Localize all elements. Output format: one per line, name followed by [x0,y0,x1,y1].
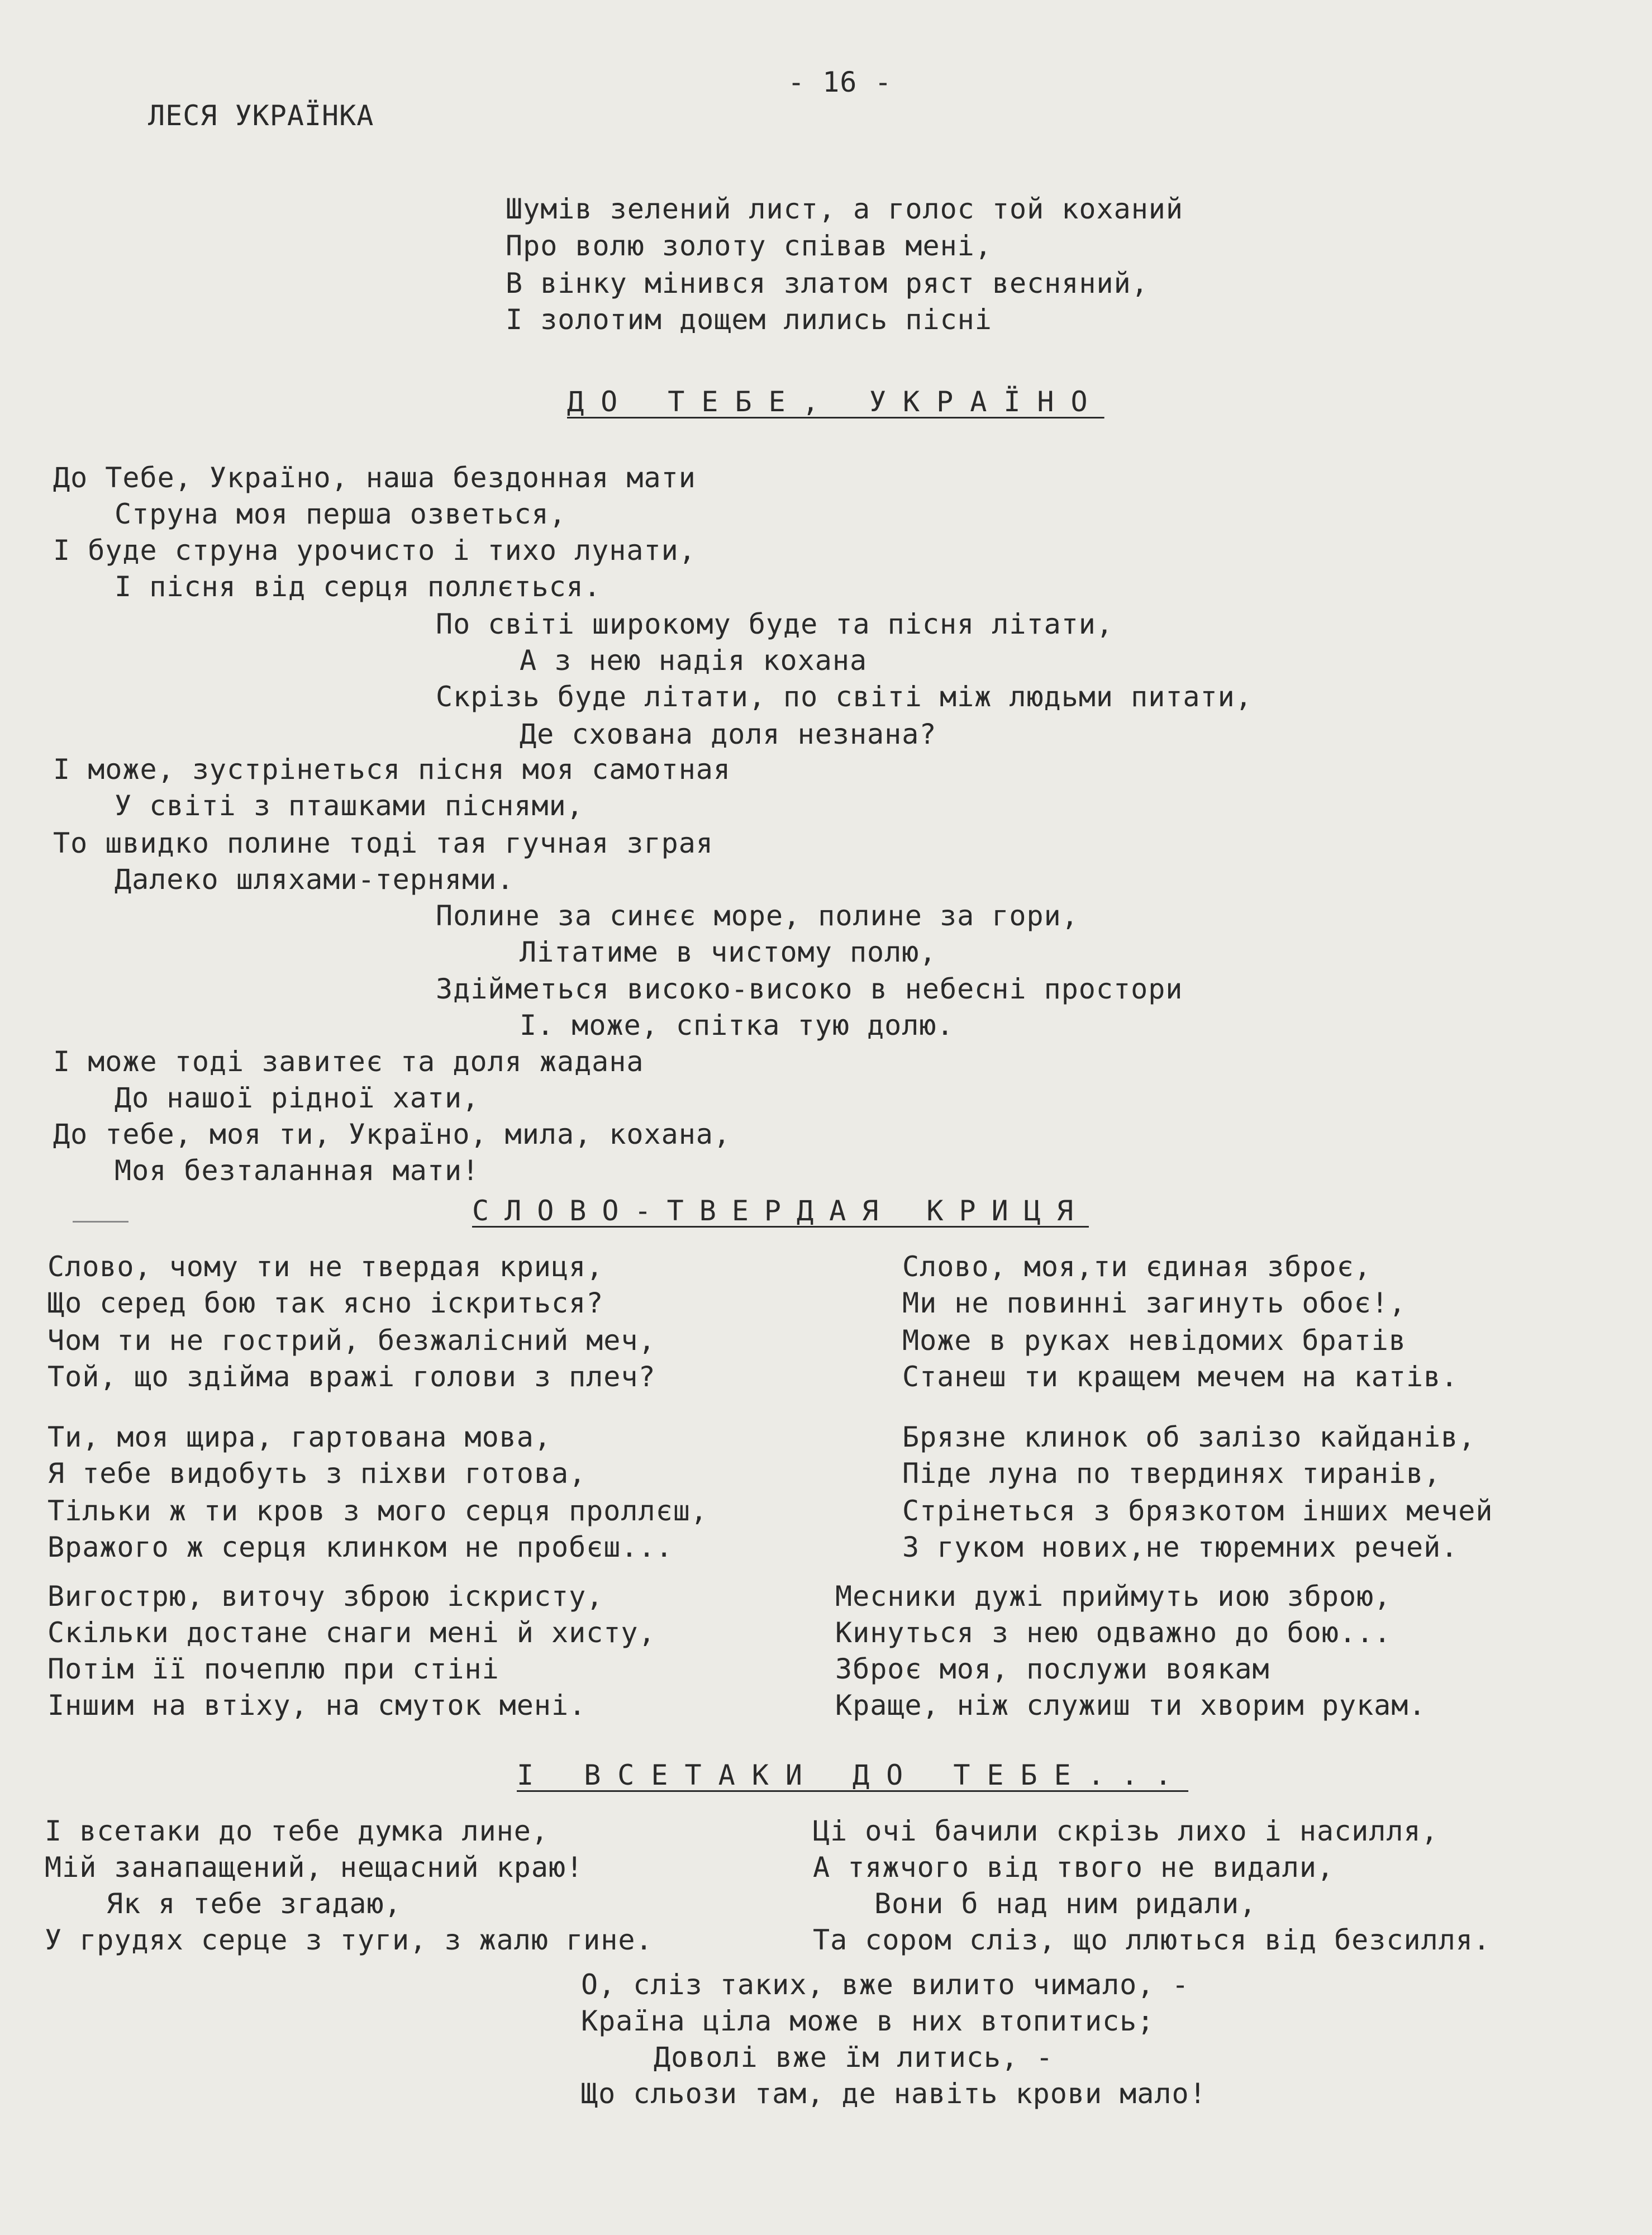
poem2-right-line: Кинуться з нею одважно до бою... [835,1616,1392,1649]
poem2-title: СЛОВО-ТВЕРДАЯ КРИЦЯ [472,1195,1089,1227]
poem2-left-line: Чом ти не гострий, безжалісний меч, [47,1324,656,1357]
poem3-line: Доволі вже їм литись, - [654,2041,1054,2074]
poem1-line: І буде струна урочисто і тихо лунати, [53,534,696,567]
poem2-right-line: Слово, моя,ти єдиная зброє, [902,1250,1372,1283]
poem1-line: Скрізь буде літати, по світі між людьми питати, [436,681,1253,713]
poem1-line: Моя безталанная мати! [115,1154,480,1187]
poem2-left-line: Вражого ж серця клинком не пробєш... [47,1531,673,1563]
poem2-left-line: Вигострю, виточу зброю іскристу, [47,1580,604,1613]
intro-line: Про волю золоту співав мені, [506,230,992,262]
poem3-line: Що сльози там, де навіть крови мало! [581,2077,1207,2110]
poem1-line: Літатиме в чистому полю, [520,936,937,968]
poem1-line: Струна моя перша озветься, [115,498,566,530]
poem2-right-line: Месники дужі приймуть иою зброю, [835,1580,1392,1613]
poem3-line: Та сором сліз, що ллються від безсилля. [813,1924,1491,1956]
poem3-line: О, сліз таких, вже вилито чимало, - [581,1968,1189,2001]
poem3-line: Вони б над ним ридали, [874,1887,1257,1920]
poem3-line: Як я тебе згадаю, [106,1887,402,1920]
poem2-right-line: Зброє моя, послужи воякам [835,1653,1270,1685]
poem1-line: І може, зустрінеться пісня моя самотная [53,753,731,786]
poem1-line: Далеко шляхами-тернями. [115,863,515,896]
divider-dash [73,1221,128,1223]
poem2-right-line: Стрінеться з брязкотом інших мечей [902,1495,1493,1527]
poem1-line: Полине за синєє море, полине за гори, [436,900,1079,932]
poem2-left-line: Той, що здійма вражі голови з плеч? [47,1361,656,1393]
intro-line: В вінку мінився златом ряст весняний, [506,267,1149,299]
poem1-line: То швидко полине тоді тая гучная зграя [53,827,713,859]
poem1-line: У світі з пташками піснями, [115,790,584,822]
intro-line: І золотим дощем лились пісні [506,303,992,336]
poem2-right-line: Брязне клинок об залізо кайданів, [902,1421,1476,1453]
page-number: - 16 - [788,66,892,98]
poem1-line: До тебе, моя ти, Україно, мила, кохана, [53,1118,731,1150]
poem1-line: І. може, спітка тую долю. [520,1009,954,1042]
poem1-line: І пісня від серця поллється. [115,570,601,603]
poem3-line: У грудях серце з туги, з жалю гине. [45,1924,653,1956]
intro-line: Шумів зелений лист, а голос той коханий [506,193,1183,225]
poem1-line: По світі широкому буде та пісня літати, [436,608,1113,640]
poem2-left-line: Я тебе видобуть з піхви готова, [47,1457,587,1490]
poem2-left-line: Ти, моя щира, гартована мова, [47,1421,551,1453]
poem2-right-line: Краще, ніж служиш ти хворим рукам. [835,1689,1426,1722]
poem2-left-line: Іншим на втіху, на смуток мені. [47,1689,587,1722]
poem2-left-line: Що серед бою так ясно іскриться? [47,1287,604,1319]
poem1-line: До Тебе, Україно, наша бездонная мати [53,462,696,494]
author-name: ЛЕСЯ УКРАЇНКА [148,99,374,132]
poem2-right-line: Може в руках невідомих братів [902,1324,1406,1357]
poem1-line: А з нею надія кохана [520,644,868,677]
poem3-line: Ці очі бачили скрізь лихо і насилля, [813,1815,1439,1847]
poem1-line: Де схована доля незнана? [520,718,937,750]
poem1-line: І може тоді завитеє та доля жадана [53,1045,644,1078]
poem3-line: Країна ціла може в них втопитись; [581,2005,1155,2037]
poem2-left-line: Скільки достане снаги мені й хисту, [47,1616,656,1649]
poem2-left-line: Потім її почеплю при стіні [47,1653,499,1685]
poem3-line: А тяжчого від твого не видали, [813,1851,1335,1884]
poem2-left-line: Слово, чому ти не твердая криця, [47,1250,604,1283]
poem1-line: Здійметься високо-високо в небесні простори [436,973,1183,1005]
poem2-right-line: З гуком нових,не тюремних речей. [902,1531,1459,1563]
poem2-right-line: Станеш ти кращем мечем на катів. [902,1361,1459,1393]
poem3-line: Мій занапащений, нещасний краю! [45,1851,584,1884]
poem2-right-line: Піде луна по твердинях тиранів, [902,1457,1441,1490]
poem3-line: І всетаки до тебе думка лине, [45,1815,549,1847]
poem1-title: ДО ТЕБЕ, УКРАЇНО [567,386,1104,418]
poem2-right-line: Ми не повинні загинуть обоє!, [902,1287,1406,1319]
poem3-title: І ВСЕТАКИ ДО ТЕБЕ... [517,1759,1189,1791]
poem2-left-line: Тільки ж ти кров з мого серця проллєш, [47,1495,708,1527]
poem1-line: До нашої рідної хати, [115,1082,480,1114]
